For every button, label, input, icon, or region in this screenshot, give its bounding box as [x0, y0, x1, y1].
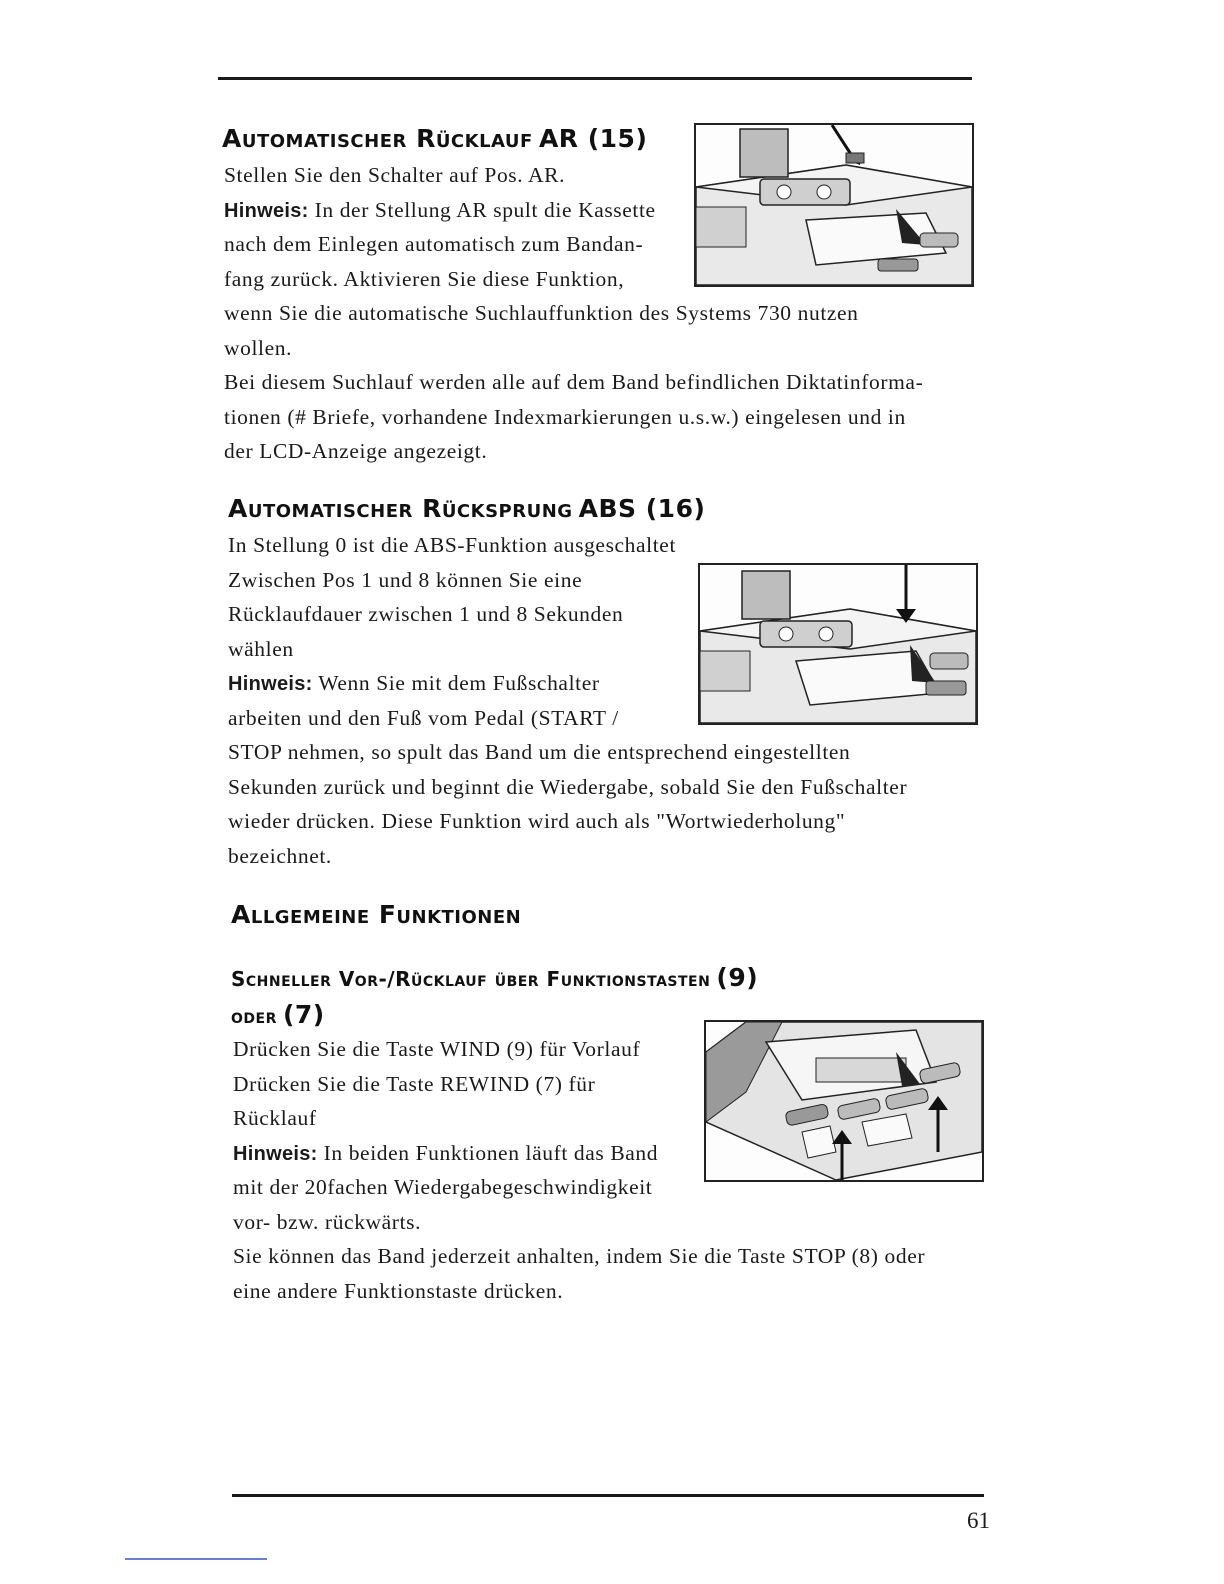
text-line: wollen. — [224, 335, 293, 360]
section-heading-ar: Automatischer Rücklauf AR (15) — [222, 124, 648, 153]
text-line: arbeiten und den Fuß vom Pedal (START / — [228, 705, 619, 730]
text-line: vor- bzw. rückwärts. — [233, 1209, 422, 1234]
bottom-rule — [232, 1494, 984, 1497]
text-line: Stellen Sie den Schalter auf Pos. AR. — [224, 163, 566, 187]
text-line: STOP nehmen, so spult das Band um die entsprechend eingestellten — [228, 740, 851, 764]
note-label: Hinweis: — [228, 673, 313, 695]
text-line: Drücken Sie die Taste REWIND (7) für — [233, 1071, 596, 1096]
section-heading-wind-rewind-line2: oder (7) — [231, 1000, 325, 1029]
note-line: Hinweis: Wenn Sie mit dem Fußschalter — [228, 671, 600, 695]
text-line: der LCD-Anzeige angezeigt. — [224, 439, 488, 463]
text-line: Bei diesem Suchlauf werden alle auf dem Band befindlichen Diktatinforma- — [224, 370, 924, 394]
cassette-recorder-illustration-1 — [694, 123, 974, 287]
text-line: Drücken Sie die Taste WIND (9) für Vorlauf — [233, 1037, 641, 1061]
text-line: Sie können das Band jederzeit anhalten, indem Sie die Taste STOP (8) oder — [233, 1244, 926, 1268]
note-line: Hinweis: In der Stellung AR spult die Kassette — [224, 197, 656, 222]
section-heading-general: Allgemeine Funktionen — [231, 900, 522, 929]
text-line: fang zurück. Aktivieren Sie diese Funktion, — [224, 266, 625, 291]
footer-link-underline — [125, 1558, 267, 1560]
note-line: Hinweis: In beiden Funktionen läuft das Band — [233, 1140, 659, 1165]
recorder-keypad-icon — [706, 1022, 982, 1180]
text-line: wenn Sie die automatische Suchlauffunktion des Systems 730 nutzen — [224, 301, 859, 325]
cassette-recorder-icon — [696, 125, 972, 285]
page-number: 61 — [967, 1508, 990, 1533]
text-line: mit der 20fachen Wiedergabegeschwindigkeit — [233, 1175, 653, 1199]
text-line: eine andere Funktionstaste drücken. — [233, 1278, 564, 1303]
text-line: wieder drücken. Diese Funktion wird auch als "Wortwiederholung" — [228, 809, 846, 833]
text-line: wählen — [228, 636, 294, 661]
top-rule — [218, 77, 972, 80]
text-line: tionen (# Briefe, vorhandene Indexmarkierungen u.s.w.) eingelesen und in — [224, 404, 906, 429]
cassette-recorder-icon — [700, 565, 976, 723]
section-heading-abs: Automatischer Rücksprung ABS (16) — [228, 494, 706, 523]
note-label: Hinweis: — [233, 1142, 318, 1165]
text-line: bezeichnet. — [228, 843, 332, 868]
text-line: Rücklaufdauer zwischen 1 und 8 Sekunden — [228, 602, 624, 626]
note-label: Hinweis: — [224, 199, 309, 222]
text-line: Zwischen Pos 1 und 8 können Sie eine — [228, 567, 583, 592]
text-line: nach dem Einlegen automatisch zum Bandan- — [224, 232, 644, 256]
cassette-recorder-illustration-2 — [698, 563, 978, 725]
text-line: Sekunden zurück und beginnt die Wiedergabe, sobald Sie den Fußschalter — [228, 774, 908, 799]
recorder-keypad-illustration — [704, 1020, 984, 1182]
text-line: In Stellung 0 ist die ABS-Funktion ausgeschaltet — [228, 533, 677, 557]
text-line: Rücklauf — [233, 1106, 317, 1130]
section-heading-wind-rewind: Schneller Vor-/Rücklauf über Funktionstasten (9) — [231, 963, 759, 992]
